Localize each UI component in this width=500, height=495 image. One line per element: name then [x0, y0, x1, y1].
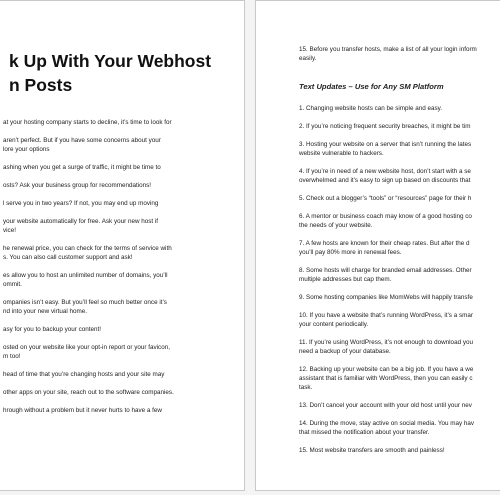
- tip-line: osts? Ask your business group for recommendations!: [3, 182, 152, 189]
- intro-paragraph: [299, 45, 500, 63]
- tip-paragraph: [3, 244, 239, 262]
- tip-paragraph: [3, 217, 239, 235]
- tip-line: he renewal price, you can check for the terms of service with: [3, 245, 172, 252]
- item-line: the needs of your website.: [299, 222, 373, 229]
- tip-line: ompanies isn’t easy. But you’ll feel so much better once it’s: [3, 299, 167, 306]
- list-item: [299, 293, 500, 302]
- tip-line: osted on your website like your opt-in report or your favicon,: [3, 344, 170, 351]
- list-item: [299, 266, 500, 284]
- tip-paragraph: [3, 325, 239, 334]
- intro-line: easily.: [299, 55, 317, 62]
- tip-paragraph: [3, 388, 239, 397]
- tip-line: m too!: [3, 353, 21, 360]
- tip-line: hrough without a problem but it never hurts to have a few: [3, 407, 162, 414]
- tip-line: aren’t perfect. But if you have some concerns about your: [3, 137, 161, 144]
- list-item: [299, 167, 500, 185]
- list-item: [299, 239, 500, 257]
- item-line: that missed the notification about your transfer.: [299, 429, 430, 436]
- tip-line: head of time that you’re changing hosts and your site may: [3, 371, 165, 378]
- item-line: website vulnerable to hackers.: [299, 150, 384, 157]
- tip-paragraph: [3, 199, 239, 208]
- item-line: overwhelmed and it’s easy to sign up based on discounts that: [299, 177, 471, 184]
- document-title: [9, 49, 211, 97]
- item-line: 12. Backing up your website can be a big job. If you have a we: [299, 366, 474, 373]
- tip-line: nd into your new virtual home.: [3, 308, 88, 315]
- tip-line: ommit.: [3, 281, 22, 288]
- list-item: [299, 401, 500, 410]
- item-line: you’ll pay 80% more in renewal fees.: [299, 249, 402, 256]
- tip-paragraph: [3, 136, 239, 154]
- item-line: 2. If you’re noticing frequent security breaches, it might be tim: [299, 123, 471, 130]
- item-line: 8. Some hosts will charge for branded email addresses. Other: [299, 267, 472, 274]
- item-line: multiple addresses but cap them.: [299, 276, 392, 283]
- tip-line: other apps on your site, reach out to the software companies.: [3, 389, 174, 396]
- list-item: [299, 104, 500, 113]
- item-line: 4. If you’re in need of a new website host, don’t start with a se: [299, 168, 471, 175]
- tip-paragraph: [3, 370, 239, 379]
- list-item: [299, 212, 500, 230]
- list-item: [299, 311, 500, 329]
- tip-line: your website automatically for free. Ask your new host if: [3, 218, 159, 225]
- tip-line: vice!: [3, 227, 16, 234]
- title-line: n Posts: [9, 75, 73, 95]
- item-line: assistant that is familiar with WordPress, then you can easily c: [299, 375, 473, 382]
- item-line: 15. Most website transfers are smooth and painless!: [299, 447, 445, 454]
- list-item: [299, 338, 500, 356]
- tip-paragraph: [3, 163, 239, 172]
- list-item: [299, 194, 500, 203]
- item-line: 3. Hosting your website on a server that isn’t running the lates: [299, 141, 472, 148]
- tip-line: es allow you to host an unlimited number of domains, you’ll: [3, 272, 168, 279]
- item-line: your content periodically.: [299, 321, 369, 328]
- tip-paragraph: [3, 343, 239, 361]
- section-heading: Text Updates – Use for Any SM Platform: [299, 82, 444, 91]
- title-line: k Up With Your Webhost: [9, 51, 212, 71]
- item-line: 5. Check out a blogger’s “tools” or “resources” page for their h: [299, 195, 472, 202]
- tip-paragraph: [3, 118, 239, 127]
- tip-line: at your hosting company starts to decline, it’s time to look for: [3, 119, 172, 126]
- list-item: [299, 140, 500, 158]
- intro-line: 15. Before you transfer hosts, make a list of all your login inform: [299, 46, 477, 53]
- item-line: task.: [299, 384, 313, 391]
- tip-line: s. You can also call customer support and ask!: [3, 254, 133, 261]
- tip-line: asy for you to backup your content!: [3, 326, 102, 333]
- tip-paragraph: [3, 406, 239, 415]
- item-line: 10. If you have a website that’s running WordPress, it’s a smar: [299, 312, 473, 319]
- left-page-body: [3, 118, 239, 424]
- item-line: 1. Changing website hosts can be simple and easy.: [299, 105, 443, 112]
- right-document-page: [255, 0, 500, 491]
- item-line: 13. Don’t cancel your account with your old host until your nev: [299, 402, 472, 409]
- item-line: 11. If you’re using WordPress, it’s not enough to download you: [299, 339, 473, 346]
- tip-paragraph: [3, 271, 239, 289]
- item-line: need a backup of your database.: [299, 348, 391, 355]
- tip-line: lore your options: [3, 146, 50, 153]
- item-line: 9. Some hosting companies like MomWebs will happily transfe: [299, 294, 473, 301]
- item-line: 14. During the move, stay active on social media. You may hav: [299, 420, 475, 427]
- list-item: [299, 446, 500, 455]
- item-line: 7. A few hosts are known for their cheap rates. But after the d: [299, 240, 470, 247]
- tip-line: ashing when you get a surge of traffic, it might be time to: [3, 164, 161, 171]
- right-page-body: [299, 45, 500, 464]
- tip-line: l serve you in two years? If not, you may end up moving: [3, 200, 159, 207]
- list-item: [299, 419, 500, 437]
- left-document-page: [0, 0, 245, 491]
- item-line: 6. A mentor or business coach may know of a good hosting co: [299, 213, 472, 220]
- list-item: [299, 122, 500, 131]
- tip-paragraph: [3, 181, 239, 190]
- list-item: [299, 365, 500, 392]
- tip-paragraph: [3, 298, 239, 316]
